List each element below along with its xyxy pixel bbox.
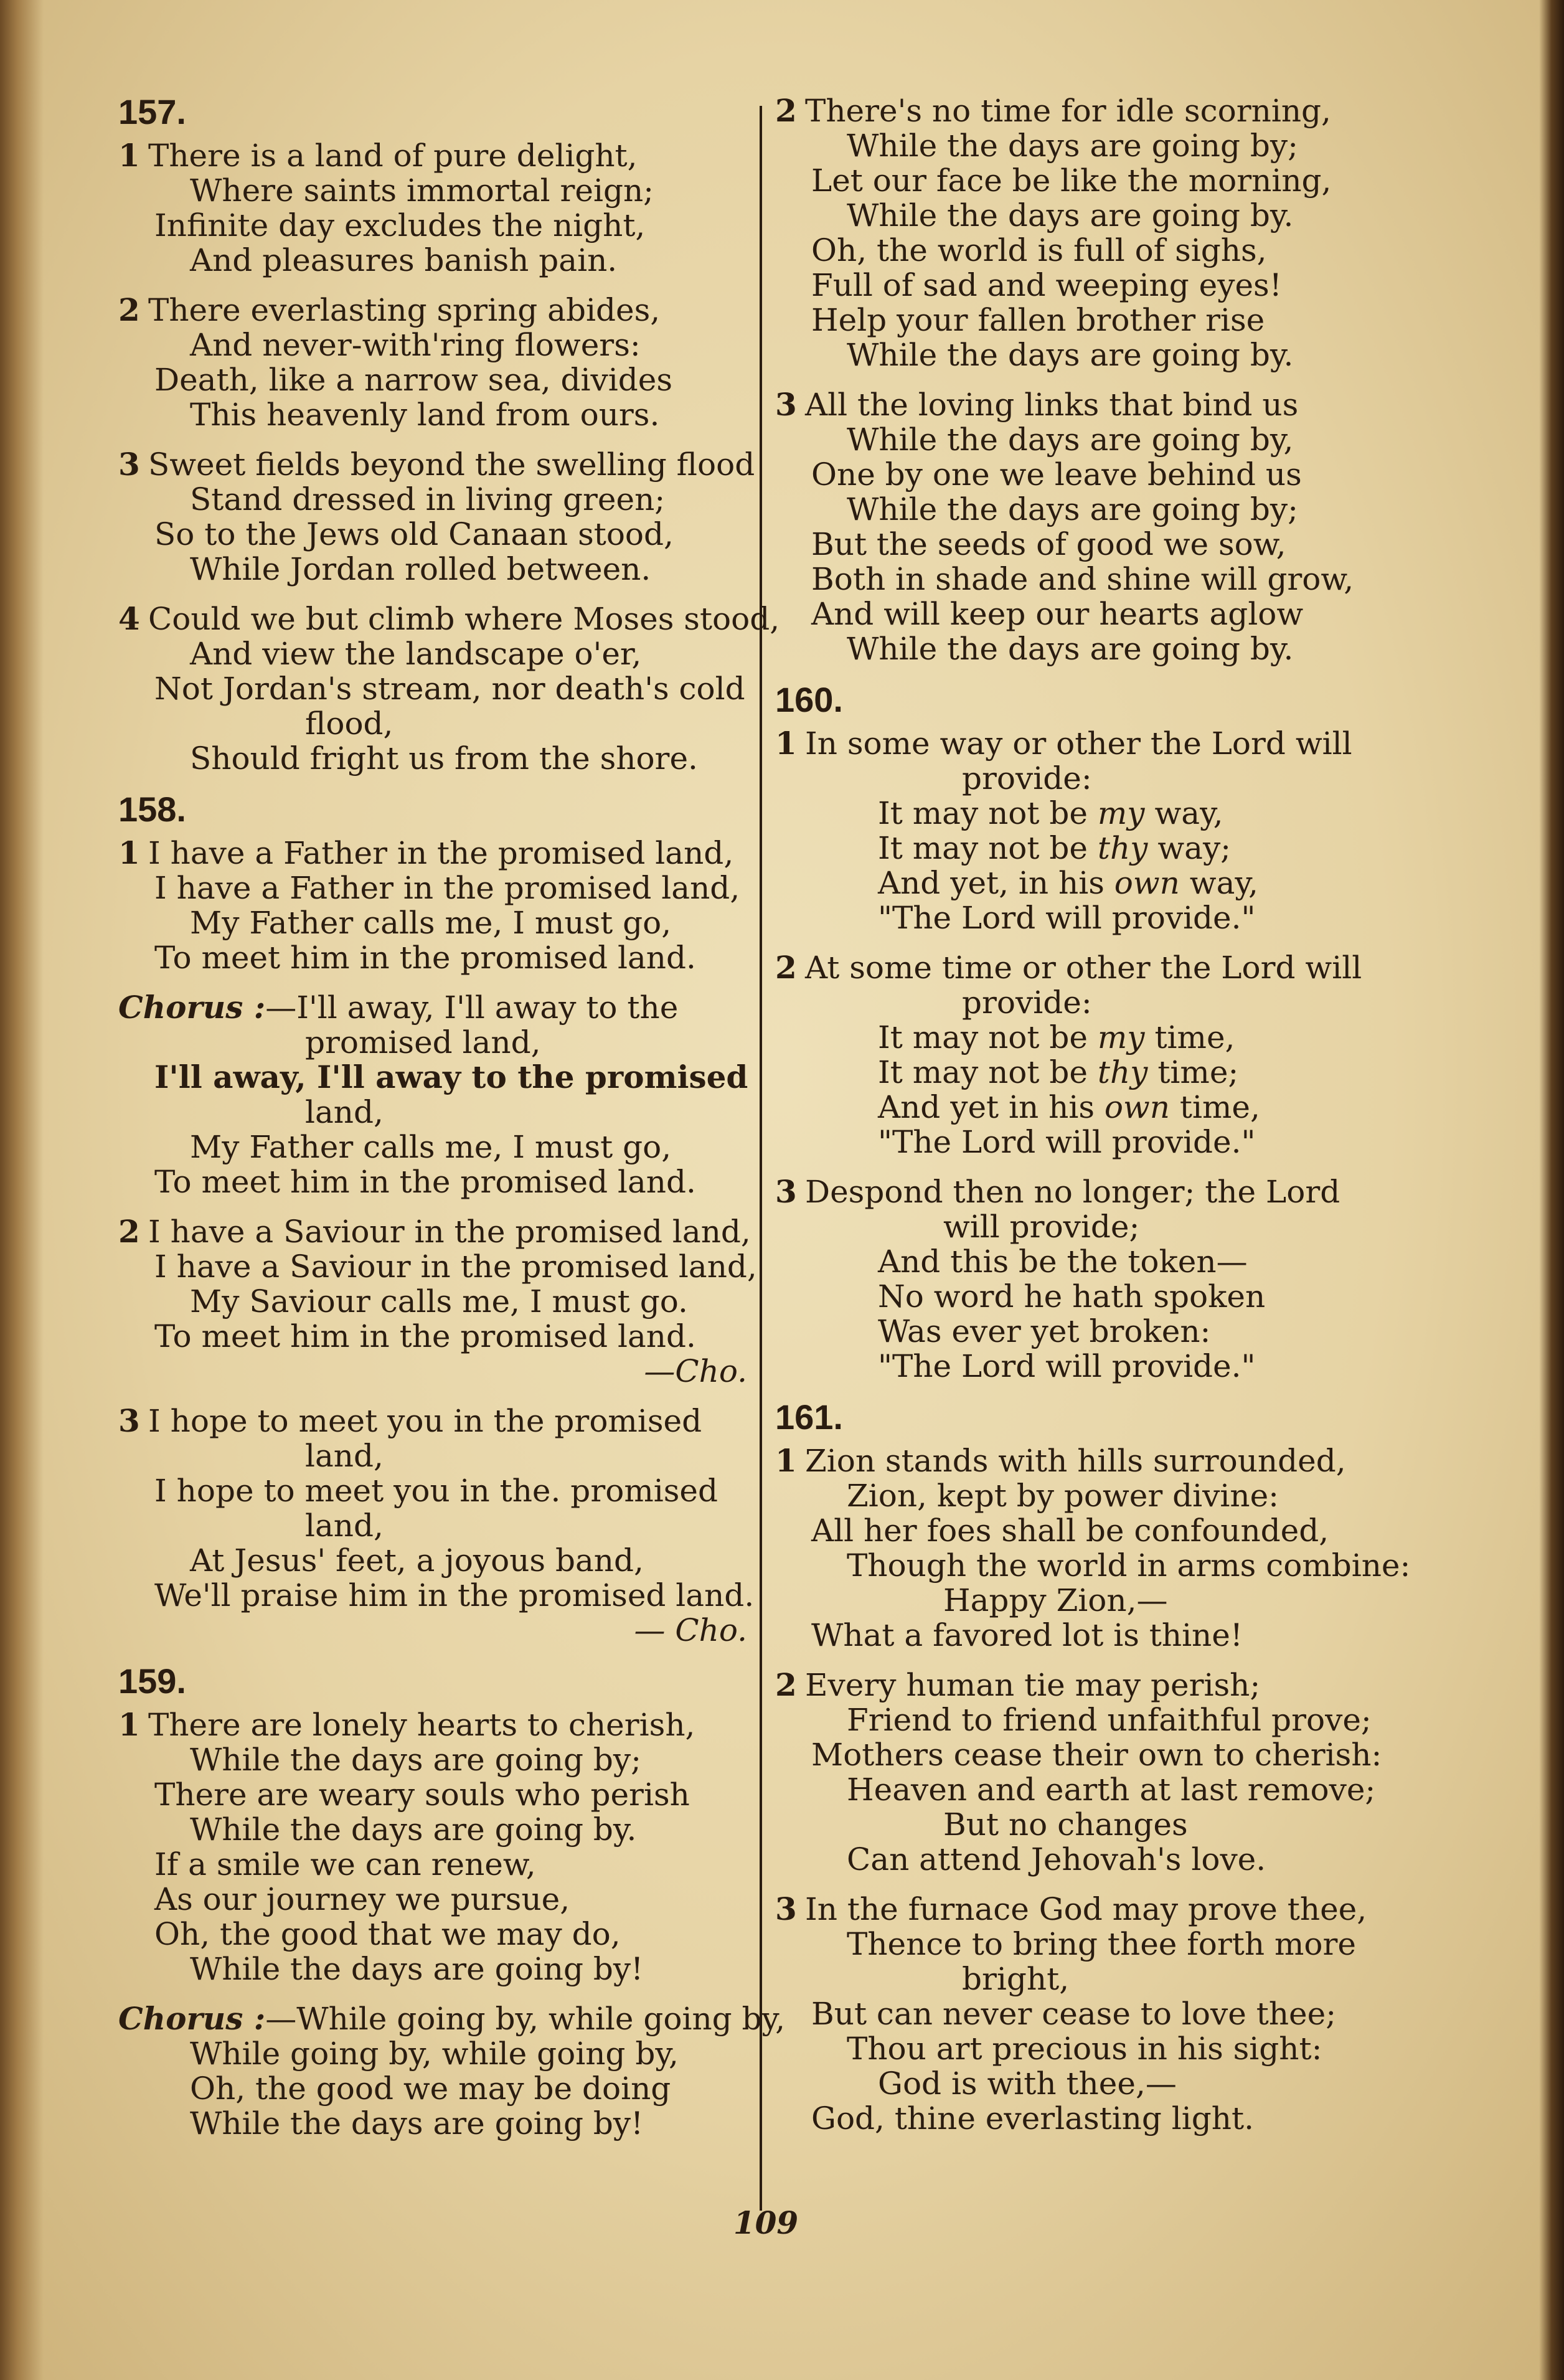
verse-line: I hope to meet you in the. promised <box>154 1473 718 1509</box>
verse-number: 1 <box>775 1442 797 1479</box>
verse-line: will provide; <box>943 1209 1140 1245</box>
page-edge-left <box>0 0 44 2380</box>
verse-line: Mothers cease their own to cherish: <box>811 1737 1382 1773</box>
verse-line: As our journey we pursue, <box>154 1881 570 1917</box>
verse-line: It may not be thy way; <box>878 830 1232 866</box>
verse-line: —I'll away, I'll away to the <box>265 989 679 1026</box>
verse-line: "The Lord will provide." <box>878 1124 1256 1160</box>
verse-line: It may not be my way, <box>878 795 1223 831</box>
verse-line: Was ever yet broken: <box>878 1313 1211 1349</box>
verse-line: But can never cease to love thee; <box>811 1996 1337 2032</box>
verse-number: 3 <box>118 1402 140 1439</box>
hymn-160 <box>775 681 1420 1384</box>
verse-line: Sweet fields beyond the swelling flood <box>148 446 755 483</box>
verse-line: To meet him in the promised land. <box>154 940 696 976</box>
verse-number: 4 <box>118 600 140 637</box>
chorus-label: Chorus : <box>118 2000 266 2037</box>
verse-line: Could we but climb where Moses stood, <box>148 601 780 637</box>
verse-line: While the days are going by. <box>847 631 1294 667</box>
verse-line: While the days are going by! <box>190 2105 644 2142</box>
verse-line: Happy Zion,— <box>943 1582 1168 1618</box>
verse-line: Oh, the world is full of sighs, <box>811 232 1267 268</box>
verse-line: Infinite day excludes the night, <box>154 207 646 243</box>
hymn-number: 161. <box>775 1397 843 1437</box>
verse-line: Though the world in arms combine: <box>847 1547 1411 1584</box>
verse-line: Stand dressed in living green; <box>190 481 666 517</box>
verse-line: While the days are going by. <box>847 197 1294 234</box>
verse-line: There are weary souls who perish <box>154 1777 690 1813</box>
verse-line: To meet him in the promised land. <box>154 1318 696 1354</box>
stanza <box>118 446 755 587</box>
chorus-reference: — Cho. <box>634 1612 747 1648</box>
verse-number: 1 <box>118 1706 140 1743</box>
verse-line: I hope to meet you in the promised <box>148 1403 702 1439</box>
verse-line: At Jesus' feet, a joyous band, <box>190 1542 644 1579</box>
stanza <box>118 836 747 975</box>
verse-line: Despond then no longer; the Lord <box>805 1174 1340 1210</box>
verse-line: But no changes <box>943 1806 1188 1843</box>
verse-line: I have a Father in the promised land, <box>148 835 734 871</box>
verse-number: 1 <box>775 725 797 762</box>
verse-line: Thence to bring thee forth more <box>847 1926 1356 1962</box>
verse-line: It may not be my time, <box>878 1019 1235 1055</box>
verse-line: There everlasting spring abides, <box>148 292 661 328</box>
verse-line: Let our face be like the morning, <box>811 163 1332 199</box>
verse-line: In some way or other the Lord will <box>805 725 1352 762</box>
verse-line: There's no time for idle scorning, <box>805 93 1331 129</box>
verse-line: Should fright us from the shore. <box>190 740 698 777</box>
stanza <box>118 600 780 777</box>
hymn-157 <box>118 92 780 777</box>
verse-line: There is a land of pure delight, <box>148 138 638 174</box>
verse-line: We'll praise him in the promised land. <box>154 1577 755 1613</box>
hymn-158 <box>118 790 757 1648</box>
verse-line: And yet in his own time, <box>878 1089 1260 1125</box>
verse-number: 2 <box>775 1666 797 1703</box>
stanza <box>775 1174 1420 1384</box>
verse-line: I have a Saviour in the promised land, <box>148 1214 751 1250</box>
verse-line: While the days are going by. <box>847 337 1294 373</box>
verse-line: Zion, kept by power divine: <box>847 1478 1279 1514</box>
verse-line: While Jordan rolled between. <box>190 551 651 587</box>
verse-number: 3 <box>775 1173 797 1210</box>
verse-line: My Saviour calls me, I must go. <box>190 1283 688 1320</box>
verse-line: provide: <box>962 760 1092 796</box>
verse-line: All her foes shall be confounded, <box>811 1513 1329 1549</box>
verse-line: All the loving links that bind us <box>805 387 1299 423</box>
verse-line: land, <box>305 1438 384 1474</box>
verse-line: At some time or other the Lord will <box>805 950 1362 986</box>
column-divider <box>760 106 762 2211</box>
verse-number: 2 <box>118 1213 140 1250</box>
verse-line: It may not be thy time; <box>878 1054 1239 1090</box>
right-column <box>775 93 1420 2151</box>
verse-line: land, <box>305 1508 384 1544</box>
page-number: 109 <box>733 2204 799 2241</box>
verse-line: Can attend Jehovah's love. <box>847 1841 1266 1877</box>
verse-line: flood, <box>305 706 393 742</box>
verse-line: Friend to friend unfaithful prove; <box>847 1702 1372 1738</box>
stanza <box>775 387 1420 666</box>
verse-line: And yet, in his own way, <box>878 865 1258 901</box>
stanza <box>118 138 747 278</box>
stanza <box>118 1213 757 1389</box>
stanza <box>775 950 1420 1159</box>
verse-line: Help your fallen brother rise <box>811 302 1265 338</box>
verse-line: While the days are going by! <box>190 1951 644 1987</box>
verse-line: Not Jordan's stream, nor death's cold <box>154 671 745 707</box>
verse-line: And never-with'ring flowers: <box>190 327 641 363</box>
verse-number: 3 <box>775 1891 797 1927</box>
verse-line: While the days are going by; <box>190 1742 641 1778</box>
verse-line: Where saints immortal reign; <box>190 172 654 209</box>
verse-line: Full of sad and weeping eyes! <box>811 267 1282 303</box>
verse-line: While the days are going by. <box>190 1811 637 1848</box>
verse-line: But the seeds of good we sow, <box>811 526 1286 562</box>
left-column <box>118 92 786 2156</box>
hymn-159 <box>118 1661 786 2142</box>
verse-line: This heavenly land from ours. <box>190 397 660 433</box>
verse-number: 3 <box>775 386 797 423</box>
chorus-label: Chorus : <box>118 989 266 1026</box>
hymn-number: 157. <box>118 92 186 131</box>
verse-line: My Father calls me, I must go, <box>190 905 672 941</box>
chorus <box>118 990 747 1199</box>
verse-line: While the days are going by; <box>847 128 1298 164</box>
verse-line: I have a Father in the promised land, <box>154 870 740 906</box>
verse-line: Death, like a narrow sea, divides <box>154 362 672 398</box>
stanza <box>775 1892 1420 2136</box>
stanza <box>775 726 1420 935</box>
stanza <box>775 1668 1420 1877</box>
chorus <box>118 2000 786 2142</box>
verse-line: I'll away, I'll away to the promised <box>154 1059 748 1095</box>
hymn-161 <box>775 1399 1420 2136</box>
verse-number: 2 <box>775 92 797 129</box>
verse-line: God, thine everlasting light. <box>811 2100 1254 2137</box>
verse-line: bright, <box>962 1961 1070 1997</box>
verse-line: —While going by, while going by, <box>265 2001 786 2037</box>
verse-number: 2 <box>775 949 797 986</box>
verse-line: And pleasures banish pain. <box>190 242 618 278</box>
chorus-reference: —Cho. <box>644 1353 747 1389</box>
page-edge-right <box>1539 0 1564 2380</box>
verse-line: And this be the token— <box>878 1244 1248 1280</box>
verse-line: "The Lord will provide." <box>878 1348 1256 1384</box>
verse-line: No word he hath spoken <box>878 1278 1266 1315</box>
verse-line: "The Lord will provide." <box>878 900 1256 936</box>
verse-line: My Father calls me, I must go, <box>190 1129 672 1165</box>
verse-line: Oh, the good we may be doing <box>190 2071 671 2107</box>
verse-line: Every human tie may perish; <box>805 1667 1261 1703</box>
verse-number: 2 <box>118 291 140 328</box>
verse-line: While going by, while going by, <box>190 2036 679 2072</box>
hymn-number: 160. <box>775 680 843 719</box>
verse-line: land, <box>305 1094 384 1130</box>
stanza <box>118 1402 755 1648</box>
verse-line: Thou art precious in his sight: <box>847 2031 1322 2067</box>
stanza <box>118 1707 747 1986</box>
verse-line: provide: <box>962 985 1092 1021</box>
verse-line: Zion stands with hills surrounded, <box>805 1443 1346 1479</box>
verse-line: Heaven and earth at last remove; <box>847 1772 1376 1808</box>
verse-line: While the days are going by; <box>847 491 1298 527</box>
verse-line: I have a Saviour in the promised land, <box>154 1249 757 1285</box>
verse-line: One by one we leave behind us <box>811 456 1302 493</box>
verse-number: 1 <box>118 834 140 871</box>
verse-line: And view the landscape o'er, <box>190 636 642 672</box>
stanza <box>775 1443 1420 1653</box>
hymn-159-continued <box>775 93 1420 666</box>
verse-line: So to the Jews old Canaan stood, <box>154 516 674 552</box>
stanza <box>118 293 747 432</box>
verse-line: Both in shade and shine will grow, <box>811 561 1354 597</box>
verse-line: While the days are going by, <box>847 422 1294 458</box>
verse-line: promised land, <box>305 1024 541 1060</box>
stanza <box>775 93 1420 372</box>
hymn-number: 158. <box>118 790 186 829</box>
verse-line: In the furnace God may prove thee, <box>805 1891 1367 1927</box>
verse-number: 1 <box>118 137 140 174</box>
verse-number: 3 <box>118 446 140 483</box>
verse-line: Oh, the good that we may do, <box>154 1916 621 1952</box>
verse-line: To meet him in the promised land. <box>154 1164 696 1200</box>
verse-line: If a smile we can renew, <box>154 1846 536 1882</box>
verse-line: And will keep our hearts aglow <box>811 596 1304 632</box>
verse-line: There are lonely hearts to cherish, <box>148 1707 695 1743</box>
verse-line: God is with thee,— <box>878 2066 1177 2102</box>
hymn-number: 159. <box>118 1661 186 1701</box>
verse-line: What a favored lot is thine! <box>811 1617 1243 1653</box>
